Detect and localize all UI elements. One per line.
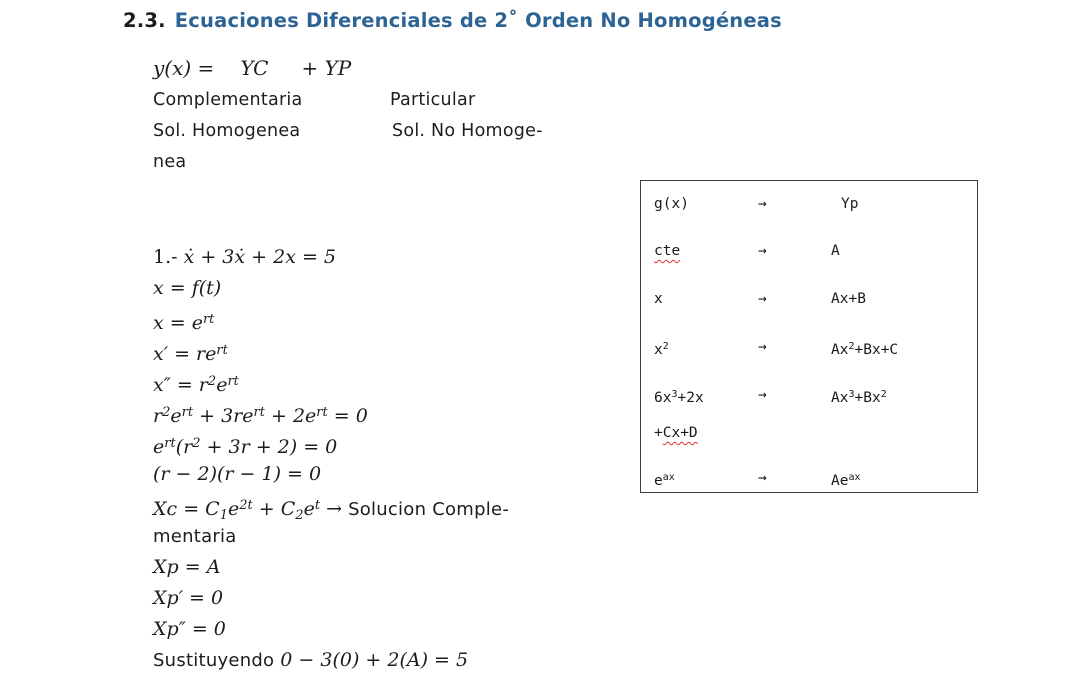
math-line [153, 335, 509, 366]
section-title: Ecuaciones Diferenciales de 2˚ Orden No Homogéneas [174, 9, 782, 32]
math-segment: g(x) [654, 196, 689, 212]
math-segment: t [314, 498, 321, 513]
math-segment: Ae [831, 473, 849, 489]
table-row [641, 468, 977, 488]
math-segment: A [831, 243, 840, 259]
table-row [641, 289, 977, 309]
labels-line-2 [153, 121, 543, 141]
math-segment: Xp′ = 0 [153, 587, 224, 609]
math-segment: 2 [662, 341, 669, 352]
math-segment: 1 [219, 508, 228, 523]
gx-expression [654, 337, 758, 360]
table-row [641, 385, 977, 405]
math-line [153, 304, 509, 335]
section-number: 2.3. [123, 9, 166, 32]
math-line [153, 242, 509, 273]
gx-expression [654, 289, 758, 309]
yp-expression [831, 468, 977, 491]
math-segment: Sustituyendo [153, 650, 281, 671]
math-segment: Yp [841, 196, 859, 212]
arrow-right-icon [758, 423, 831, 443]
arrow-right-icon: → [758, 196, 767, 212]
math-segment: Ax [831, 342, 849, 358]
math-segment: r [153, 405, 163, 427]
math-segment: 2 [880, 389, 887, 400]
math-segment: +Bx [854, 390, 881, 406]
formula-yc: YC [240, 56, 269, 80]
math-segment: e [654, 473, 663, 489]
math-segment: ax [662, 472, 675, 483]
yp-reference-table [640, 180, 978, 493]
yp-expression [831, 241, 977, 261]
math-segment: x [654, 342, 663, 358]
math-line [153, 521, 509, 552]
math-segment: rt [227, 374, 239, 389]
labels-line-1 [153, 90, 476, 110]
math-segment: Xp″ = 0 [153, 618, 226, 640]
math-segment: x″ = r [153, 374, 208, 396]
labels-line-3 [153, 152, 186, 172]
math-segment: 2 [848, 341, 855, 352]
math-segment: x [654, 291, 663, 307]
table-row [641, 241, 977, 261]
arrow-right-icon: → [758, 470, 767, 486]
math-segment: e [228, 498, 240, 520]
math-segment: Xp = A [153, 556, 221, 578]
gx-expression [654, 423, 758, 443]
math-segment: e [303, 498, 315, 520]
math-segment: + C [252, 498, 296, 520]
section-heading [123, 9, 782, 32]
math-segment: e [216, 374, 228, 396]
label-complementaria: Complementaria [153, 90, 303, 110]
label-nea: nea [153, 152, 187, 172]
math-line [153, 645, 509, 676]
label-sol-no-homoge: Sol. No Homoge- [392, 121, 543, 141]
math-segment: 1.- [153, 246, 184, 268]
math-segment: +2x [677, 390, 704, 406]
math-segment: e [153, 436, 165, 458]
math-segment: x′ = re [153, 343, 217, 365]
math-line [153, 552, 509, 583]
table-row [641, 337, 977, 357]
math-line [153, 397, 509, 428]
math-segment: 2 [295, 508, 304, 523]
gx-expression [654, 241, 758, 261]
yp-expression [831, 423, 977, 443]
math-line [153, 428, 509, 459]
math-segment: ẋ + 3ẋ + 2x = 5 [183, 246, 337, 268]
math-segment: Ax [831, 390, 849, 406]
gx-expression [654, 468, 758, 491]
math-line [153, 490, 509, 521]
math-line [153, 366, 509, 397]
math-segment: (r − 2)(r − 1) = 0 [153, 463, 322, 485]
math-segment: + 2e [264, 405, 317, 427]
math-segment: 2 [192, 436, 201, 451]
math-segment: 0 − 3(0) + 2(A) = 5 [280, 649, 469, 671]
arrow-right-icon: → [758, 243, 767, 259]
math-segment: rt [164, 436, 176, 451]
math-segment: mentaria [153, 526, 237, 547]
math-segment: 6x [654, 390, 672, 406]
math-segment: ax [848, 472, 861, 483]
math-line [153, 583, 509, 614]
yp-expression [831, 337, 977, 360]
math-segment: = 0 [327, 405, 368, 427]
math-segment: 2 [207, 374, 217, 389]
math-segment: Ax+B [831, 291, 866, 307]
math-segment: e [170, 405, 182, 427]
math-segment: (r [175, 436, 193, 458]
math-segment: rt [216, 343, 228, 358]
math-segment: + 3r + 2) = 0 [200, 436, 338, 458]
worked-example-steps [153, 242, 509, 676]
math-segment: rt [253, 405, 265, 420]
gx-expression [654, 194, 758, 214]
yp-expression [831, 289, 977, 309]
formula-lhs: y(x) = [153, 56, 215, 80]
math-segment: + [654, 425, 663, 441]
math-segment: Xc = C [153, 498, 220, 520]
yp-expression [831, 194, 977, 214]
math-segment: x = f(t) [153, 277, 222, 299]
math-line [153, 459, 509, 490]
math-segment: +Bx+C [854, 342, 899, 358]
math-segment: → [320, 498, 349, 520]
label-sol-homogenea: Sol. Homogenea [153, 121, 301, 141]
formula-yp: + YP [301, 56, 352, 80]
math-segment: cte [654, 243, 681, 259]
math-segment: rt [181, 405, 194, 420]
gx-expression [654, 385, 758, 408]
math-line [153, 614, 509, 645]
math-segment: x = e [153, 312, 203, 334]
general-solution-formula [153, 56, 351, 80]
arrow-right-icon: → [758, 339, 767, 355]
math-segment: 2 [162, 405, 171, 420]
math-segment: 3 [848, 389, 855, 400]
math-segment: 3 [671, 389, 678, 400]
math-segment: Cx+D [662, 425, 698, 441]
table-header-row [641, 194, 977, 214]
arrow-right-icon: → [758, 387, 767, 403]
math-segment: rt [202, 312, 215, 327]
math-segment: 2t [239, 498, 253, 513]
table-row [641, 423, 977, 443]
math-segment: rt [316, 405, 328, 420]
math-segment: Solucion Comple- [348, 499, 510, 520]
math-segment: + 3re [193, 405, 254, 427]
arrow-right-icon: → [758, 291, 767, 307]
yp-expression [831, 385, 977, 408]
math-line [153, 273, 509, 304]
label-particular: Particular [390, 90, 476, 110]
